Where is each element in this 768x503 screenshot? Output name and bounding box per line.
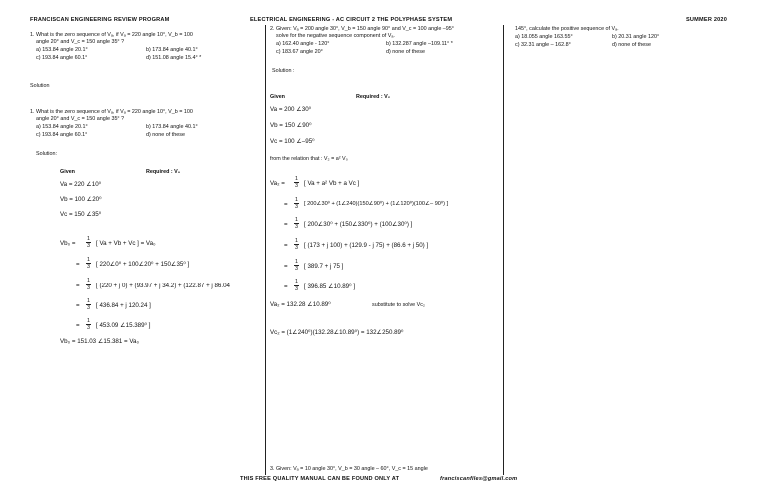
q1-option-c: c) 193.84 angle 60.1° (36, 55, 88, 61)
q3-continued: 145°, calculate the positive sequence of Vₐ. (515, 26, 619, 32)
footer-email[interactable]: franciscanfiles@gmail.com (440, 476, 518, 482)
required-label: Required : V₀ (146, 169, 181, 175)
eq2-body: [ 220∠0⁰ + 100∠20⁰ + 150∠35⁰ ] (96, 261, 190, 268)
q3-option-b: b) 20.31 angle 120° (612, 34, 660, 40)
solution-heading: Solution (30, 83, 50, 89)
given2-label: Given (270, 94, 285, 100)
q1-option-d: d) 151.08 angle 15.4° * (146, 55, 202, 61)
given2-vb: Vb = 150 ∠90⁰ (270, 122, 312, 129)
substitute-note: substitute to solve Vc₂ (372, 302, 426, 308)
eq1-fraction: $\frac{1}{3}$ (87, 236, 90, 249)
q2-option-d: d) none of these (386, 49, 425, 55)
q1-repeat-line2: angle 20° and V_c = 150 angle 35° ? (36, 116, 125, 122)
q3-line1: 3. Given: Vₐ = 10 angle 30°, V_b = 30 angle – 60°, V_c = 15 angle (270, 466, 428, 472)
q3-option-a: a) 18.055 angle 163.55° (515, 34, 573, 40)
eq2-2-body: [ 200∠30⁰ + (1∠240)(150∠90⁰) + (1∠120⁰)(100∠– 90⁰) ] (304, 201, 449, 207)
given-va: Va = 220 ∠10⁰ (60, 181, 102, 188)
va2-result: Va₂ = 132.28 ∠10.89⁰ (270, 301, 331, 308)
eq5-equals: = (76, 322, 80, 329)
eq2-4-fraction: $\frac{1}{3}$ (295, 238, 298, 251)
eq2-3-equals: = (284, 221, 288, 228)
header-right: SUMMER 2020 (686, 17, 728, 23)
q1-line2: angle 20° and V_c = 150 angle 35° ? (36, 39, 125, 45)
eq3-body: [ (220 + j 0) + (93.97 + j 34.2) + (122.87 + j 86.04 (96, 283, 230, 289)
q1-repeat-option-c: c) 193.84 angle 60.1° (36, 132, 88, 138)
footer-text: THIS FREE QUALITY MANUAL CAN BE FOUND ONLY AT (240, 476, 400, 482)
final-result: Vb₀ = 151.03 ∠15.381 = Va₀ (60, 338, 140, 345)
eq4-body: [ 436.84 + j 120.24 ] (96, 302, 151, 309)
column-divider-2 (503, 25, 504, 475)
vc2-result: Vc₂ = (1∠240⁰)(132.28∠10.89⁰) = 132∠250.89⁰ (270, 329, 404, 336)
solution2-heading: Solution : (272, 68, 295, 74)
eq3-equals: = (76, 282, 80, 289)
q2-option-b: b) 132.287 angle –109.11° * (386, 41, 453, 47)
q1-repeat-line1: 1. What is the zero sequence of Vₐ, if Vₐ = 220 angle 10°, V_b = 100 (30, 109, 193, 115)
eq2-2-fraction: $\frac{1}{3}$ (295, 197, 298, 210)
eq4-equals: = (76, 302, 80, 309)
solution-label: Solution: (36, 151, 57, 157)
q1-repeat-option-d: d) none of these (146, 132, 185, 138)
eq1-left: Vb₀ = (60, 240, 76, 247)
q2-line1: 2. Given: Vₐ = 200 angle 30°, V_b = 150 angle 90° and V_c = 100 angle –95° (270, 26, 454, 32)
eq2-5-equals: = (284, 263, 288, 270)
q3-option-c: c) 32.31 angle – 162.8° (515, 42, 571, 48)
q1-repeat-option-b: b) 173.84 angle 40.1° (146, 124, 198, 130)
eq2-6-equals: = (284, 283, 288, 290)
q2-option-c: c) 183.67 angle 20° (276, 49, 323, 55)
eq2-1-left: Va₂ = (270, 180, 285, 187)
eq2-3-body: [ 200∠30⁰ + (150∠330⁰) + (100∠30⁰) ] (304, 221, 413, 228)
header-left: FRANCISCAN ENGINEERING REVIEW PROGRAM (30, 17, 170, 23)
given-vc: Vc = 150 ∠35⁰ (60, 211, 102, 218)
header-center: ELECTRICAL ENGINEERING - AC CIRCUIT 2 THE POLYPHASE SYSTEM (250, 17, 453, 23)
eq5-body: [ 453.09 ∠15.389⁰ ] (96, 322, 151, 329)
eq2-5-fraction: $\frac{1}{3}$ (295, 259, 298, 272)
eq2-2-equals: = (284, 201, 288, 208)
eq2-1-fraction: $\frac{1}{3}$ (295, 176, 298, 189)
q2-line2: solve for the negative sequence component of Vₐ. (276, 33, 395, 39)
eq2-5-body: [ 389.7 + j 75 ] (304, 263, 344, 270)
given-label: Given (60, 169, 75, 175)
eq2-4-body: [ (173 + j 100) + (129.9 - j 75) + (86.6 + j 50) ] (304, 242, 429, 249)
relation-text: from the relation that : V₂ = a² V₀ (270, 156, 348, 162)
eq4-fraction: $\frac{1}{3}$ (87, 298, 90, 311)
eq2-3-fraction: $\frac{1}{3}$ (295, 217, 298, 230)
eq5-fraction: $\frac{1}{3}$ (87, 318, 90, 331)
column-divider-1 (265, 25, 266, 475)
given-vb: Vb = 100 ∠20⁰ (60, 196, 102, 203)
eq2-fraction: $\frac{1}{3}$ (87, 257, 90, 270)
given2-vc: Vc = 100 ∠–95⁰ (270, 138, 315, 145)
eq2-6-fraction: $\frac{1}{3}$ (295, 279, 298, 292)
q1-line1: 1. What is the zero sequence of Vₐ, if Vₐ = 220 angle 10°, V_b = 100 (30, 32, 193, 38)
q3-option-d: d) none of these (612, 42, 651, 48)
eq2-1-body: [ Va + a² Vb + a Vc ] (304, 180, 360, 187)
q2-option-a: a) 162.40 angle - 120° (276, 41, 330, 47)
q1-option-b: b) 173.84 angle 40.1° (146, 47, 198, 53)
q1-repeat-option-a: a) 153.84 angle 20.1° (36, 124, 88, 130)
eq3-fraction: $\frac{1}{3}$ (87, 278, 90, 291)
given2-va: Va = 200 ∠30⁰ (270, 106, 312, 113)
eq2-4-equals: = (284, 242, 288, 249)
required2-label: Required : V₂ (356, 94, 391, 100)
eq1-body: [ Va + Vb + Vc ] = Va₀ (96, 240, 156, 247)
eq2-6-body: [ 396.85 ∠10.89⁰ ] (304, 283, 356, 290)
eq2-equals: = (76, 261, 80, 268)
q1-option-a: a) 153.84 angle 20.1° (36, 47, 88, 53)
